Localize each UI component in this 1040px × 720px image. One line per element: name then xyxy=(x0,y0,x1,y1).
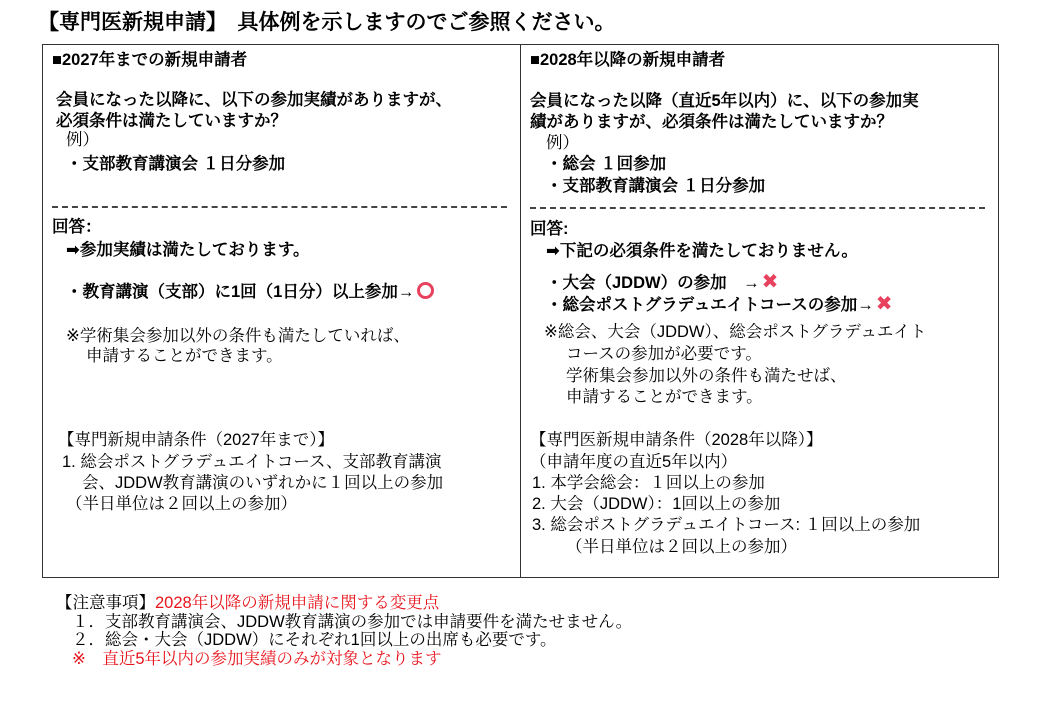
right-condition-line: （申請年度の直近5年以内） xyxy=(530,453,738,471)
left-example-label: 例） xyxy=(66,131,99,149)
right-condition-line: 2. 大会（JDDW）：1回以上の参加 xyxy=(532,495,781,513)
right-check-item xyxy=(546,272,778,293)
check-text: ・大会（JDDW）の参加 → xyxy=(546,274,760,292)
right-note-line: コースの参加が必要です。 xyxy=(566,345,762,363)
notice-label: 【注意事項】 xyxy=(56,594,155,612)
left-question-line: 必須条件は満たしていますか？ xyxy=(56,112,287,130)
column-divider xyxy=(520,44,521,578)
cross-icon: ✖ xyxy=(761,271,779,293)
left-heading: ■2027年までの新規申請者 xyxy=(52,51,248,69)
check-text: ・総会ポストグラデュエイトコースの参加→ xyxy=(546,296,874,314)
left-note-line: 申請することができます。 xyxy=(86,347,283,365)
circle-icon xyxy=(417,282,434,299)
left-question-line: 会員になった以降に、以下の参加実績がありますが、 xyxy=(56,91,452,109)
notice-item: ２．総会・大会（JDDW）にそれぞれ1回以上の出席も必要です。 xyxy=(72,631,557,649)
right-note-line: 申請することができます。 xyxy=(566,388,763,406)
notice-item: １．支部教育講演会、JDDW教育講演の参加では申請要件を満たせません。 xyxy=(72,613,633,631)
right-dashed-divider xyxy=(530,207,985,209)
left-answer: ➡参加実績は満たしております。 xyxy=(66,241,310,259)
left-condition-line: 1. 総会ポストグラデュエイトコース、支部教育講演 xyxy=(62,453,442,471)
right-heading: ■2028年以降の新規申請者 xyxy=(530,51,726,69)
left-note-line: ※学術集会参加以外の条件も満たしていれば、 xyxy=(66,327,410,345)
right-note-line: 学術集会参加以外の条件も満たせば、 xyxy=(566,367,847,385)
left-conditions-title: 【専門新規申請条件（2027年まで）】 xyxy=(58,431,334,449)
right-note-line: ※総会、大会（JDDW）、総会ポストグラデュエイト xyxy=(544,323,927,341)
right-question-line: 績がありますが、必須条件は満たしていますか？ xyxy=(530,113,893,131)
right-condition-line: （半日単位は２回以上の参加） xyxy=(566,538,797,556)
left-condition-line: 会、JDDW教育講演のいずれかに１回以上の参加 xyxy=(82,474,444,492)
right-answer: ➡下記の必須条件を満たしておりません。 xyxy=(546,242,858,260)
right-answer-label: 回答: xyxy=(530,220,569,238)
left-example-item: ・支部教育講演会 １日分参加 xyxy=(66,155,286,173)
right-question-line: 会員になった以降（直近5年以内）に、以下の参加実 xyxy=(530,92,919,110)
right-example-item: ・支部教育講演会 １日分参加 xyxy=(546,177,766,195)
right-condition-line: 1. 本学会総会：１回以上の参加 xyxy=(532,474,765,492)
left-answer-label: 回答： xyxy=(52,218,102,236)
cross-icon: ✖ xyxy=(875,293,893,315)
right-conditions-title: 【専門医新規申請条件（2028年以降）】 xyxy=(530,431,823,449)
page-title: 【専門医新規申請】 具体例を示しますのでご参照ください。 xyxy=(38,11,616,34)
left-condition-line: （半日単位は２回以上の参加） xyxy=(66,495,297,513)
notice-footnote: ※ 直近5年以内の参加実績のみが対象となります xyxy=(72,650,442,668)
right-example-label: 例） xyxy=(546,134,579,152)
right-example-item: ・総会 １回参加 xyxy=(546,155,667,173)
notice-headline: 2028年以降の新規申請に関する変更点 xyxy=(155,594,440,612)
right-check-item xyxy=(546,294,892,315)
notice-heading xyxy=(56,593,439,613)
check-text: ・教育講演（支部）に1回（1日分）以上参加→ xyxy=(66,283,415,301)
left-dashed-divider xyxy=(52,206,507,208)
left-check-item xyxy=(66,282,434,302)
right-condition-line: 3. 総会ポストグラデュエイトコース: １回以上の参加 xyxy=(532,516,921,534)
